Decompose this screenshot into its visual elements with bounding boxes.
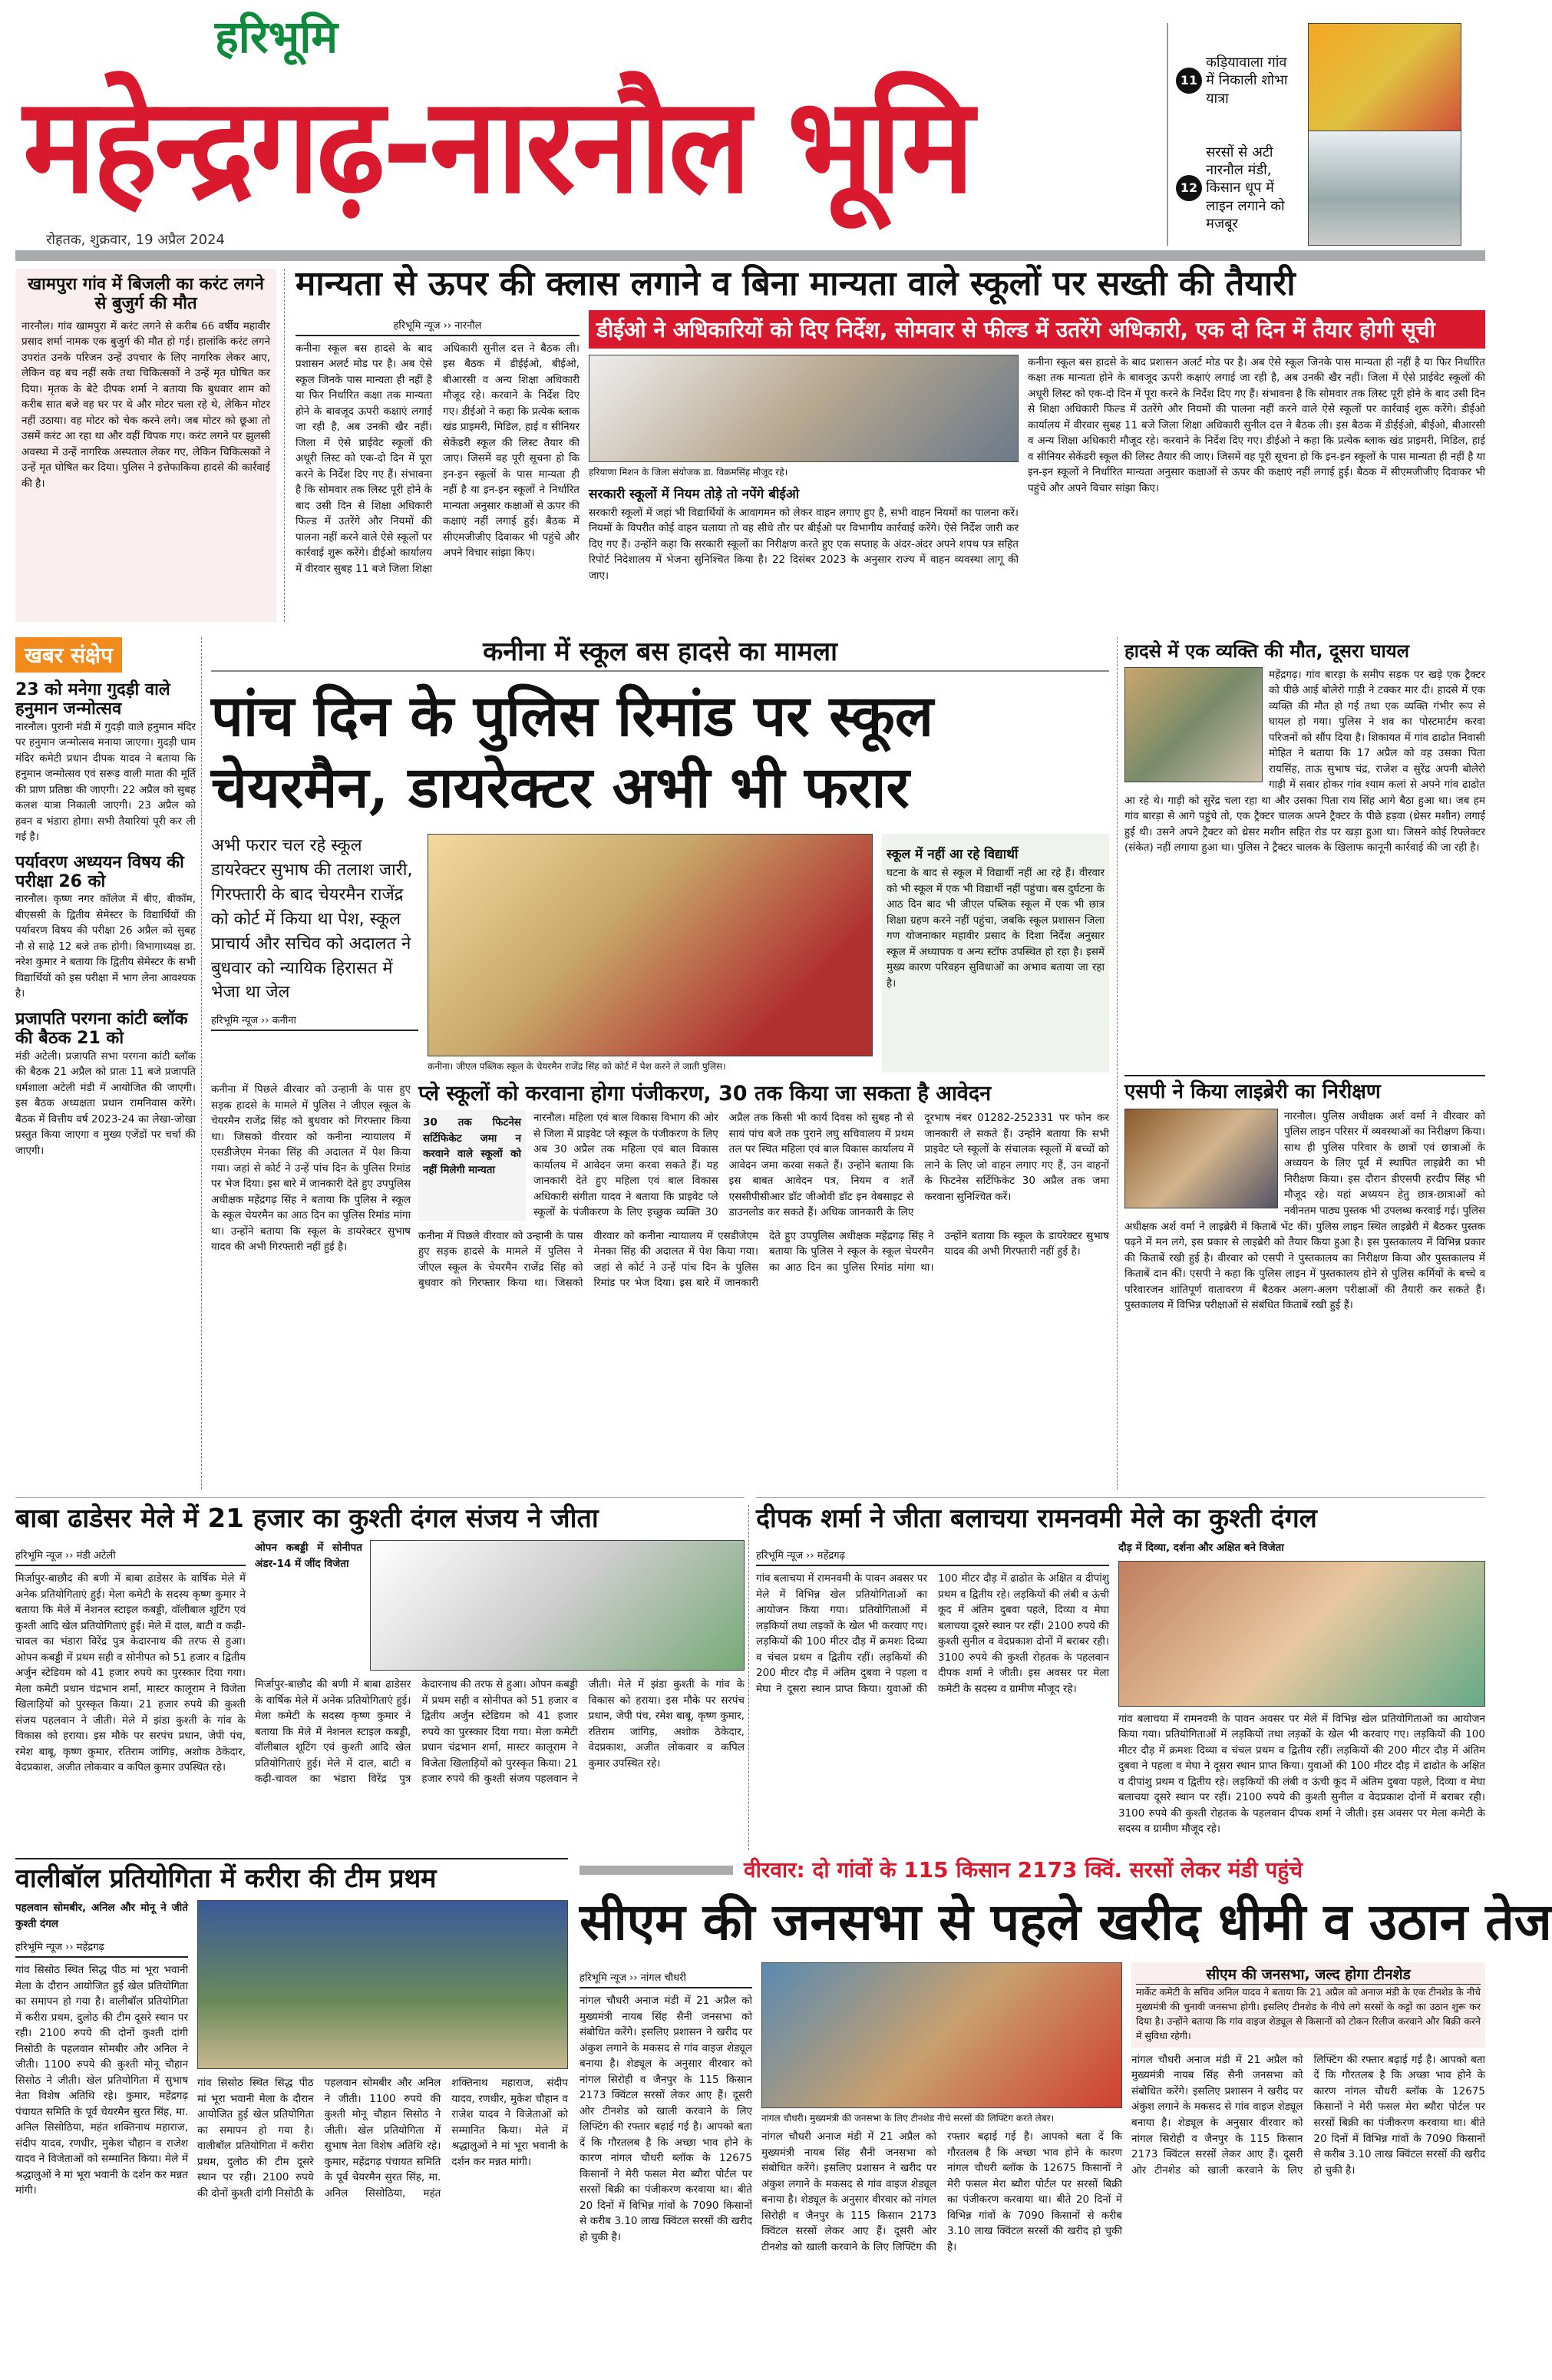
box-heading: सीएम की जनसभा, जल्द होगा टीनशेड bbox=[1136, 1967, 1481, 1985]
teaser-text: सरसों से अटी नारनौल मंडी, किसान धूप में लाइन लगाने को मजबूर bbox=[1206, 144, 1285, 233]
strap-arrow-icon bbox=[580, 1866, 733, 1875]
police-photo bbox=[428, 834, 873, 1056]
story-play-school bbox=[418, 1082, 1109, 1221]
story-volleyball bbox=[15, 1858, 568, 2372]
story-wrestling-dhadesar bbox=[15, 1497, 745, 1850]
story-school-bus bbox=[211, 637, 1109, 1073]
story-body-continued: कनीना स्कूल बस हादसे के बाद प्रशासन अलर्ट मोड पर है। अब ऐसे स्कूल जिनके पास मान्यता ही नहीं है या फिर निर्धारित कक्षा तक मान्यता होने के बावजूद ऊपरी कक्षाएं लगाई जा रही है, अब उनकी खैर नहीं। जिला में ऐसे प्राईवेट स्कूलों की अधूरी लिस्ट को एक-दो दिन में पूरा करने के निर्देश दिए गए हैं। संभावना है कि सोमवार तक लिस्ट पूरी होने के बाद उसी दिन से शिक्षा अधिकारी फिल्ड में उतरेंगे और नियमों की पालना नहीं करने वाले ऐसे स्कूलों पर कार्रवाई शुरू करेंगे। डीईओ कार्यालय में वीरवार सुबह 11 बजे जिला शिक्षा अधिकारी सुनील दत्त ने बैठक ली। इस बैठक में डीईईओ, बीईओ, बीआरसी व अन्य शिक्षा अधिकारी मौजूद रहे। करवाने के निर्देश दिए गए। डीईओ ने कहा कि प्रत्येक ब्लाक खंड प्राइमरी, मिडिल, हाई व सीनियर सेकेंडरी स्कूल की लिस्ट तैयार की जाए। जिसमें वह पूरी सूचना हो कि इन-इन स्कूलों के पास मान्यता ही नहीं है या इन-इन स्कूलों ने निर्धारित मान्यता अनुसार कक्षाओं से ऊपर की कक्षाएं नहीं लगाई हुई। बैठक में सीएमजीजीए दिवाकर भी पहुंचे और अपने विचार सांझा किए। bbox=[1028, 355, 1485, 494]
story-body-continued: नांगल चौधरी अनाज मंडी में 21 अप्रैल को मुख्यमंत्री नायब सिंह सैनी जनसभा को संबोधित करेंगे। इसलिए प्रशासन ने खरीद पर अंकुश लगाने के मकसद से गांव वाइज शेड्यूल बनाया है। शेड्यूल के अनुसार वीरवार को नांगल सिरोही व जैनपुर के 115 किसान 2173 क्विंटल सरसों लेकर आए हैं। दूसरी ओर टीनशेड को खाली करवाने के लिए लिफ्टिंग की रफ्तार बढ़ाई गई है। आपको बता दें कि गौरतलब है कि अच्छा भाव होने के कारण नांगल चौधरी ब्लॉक के 12675 किसानों ने मेरी फसल मेरा ब्यौरा पोर्टल पर सरसों बिक्री का पंजीकरण करवाया था। बीते 20 दिनों में विभिन्न गांवों के 7090 किसानों से करीब 3.10 लाख क्विंटल सरसों की खरीद हो चुकी है। bbox=[761, 2130, 1122, 2253]
callout: 30 तक फिटनेस सर्टिफिकेट जमा न करवाने वाले स्कूलों को नहीं मिलेगी मान्यता bbox=[418, 1110, 526, 1221]
news-brief-column bbox=[15, 637, 196, 1489]
subheading: स्कूल में नहीं आ रहे विद्यार्थी bbox=[887, 847, 1019, 863]
page-number-badge: 11 bbox=[1176, 68, 1202, 94]
byline: हरिभूमि न्यूज ›› महेंद्रगढ़ bbox=[15, 1936, 188, 1958]
photo-caption: हरियाणा मिशन के जिला संयोजक डा. विक्रमसिंह मौजूद रहे। bbox=[589, 466, 788, 478]
brief-body: मंडी अटेली। प्रजापति सभा परगना कांटी ब्लॉक की बैठक 21 अप्रैल को प्रातः 11 बजे प्रजापति धर्मशाला अटेली मंडी में आयोजित की जाएगी। इस बैठक अध्यक्षता प्रधान रामनिवास करेंगे। बैठक में वित्तीय वर्ष 2023-24 का लेखा-जोखा प्रस्तुत किया जाएगा व मुख्य एजेंडों पर चर्चा की जाएगी। bbox=[15, 1050, 196, 1157]
story-body-continued: गांव सिसोठ स्थित सिद्ध पीठ मां भूरा भवानी मेला के दौरान आयोजित हुई खेल प्रतियोगिता का समापन हो गया है। वालीबॉल प्रतियोगिता में करीरा प्रथम, दुलोठ की टीम दूसरे स्थान पर रही। 2100 रुपये की दोनों कुश्ती दांगी निसोठी के पहलवान सोमबीर और अनिल ने जीती। 1100 रुपये की कुश्ती मोनू चौहान सिसोठ ने जीती। खेल प्रतियोगिता में सुभाष नेता विशेष अतिथि रहे। कुमार, महेंद्रगढ़ पंचायत समिति के पूर्व चेयरमैन सुरत सिंह, मा. अनिल सिसोठिया, महंत शक्तिनाथ महाराज, संदीप यादव, रणधीर, मुकेश चौहान व राजेश यादव ने विजेताओं को सम्मानित किया। मेले में श्रद्धालुओं ने मां भूरा भवानी के दर्शन कर मन्नत मांगी। bbox=[197, 2077, 568, 2200]
byline: हरिभूमि न्यूज ›› कनीना bbox=[211, 1010, 418, 1031]
story-body-continued: गांव बलाचया में रामनवमी के पावन अवसर पर मेले में विभिन्न खेल प्रतियोगिताओं का आयोजन किया गया। प्रतियोगिताओं में लड़कियों तथा लड़कों के खेल भी करवाए गए। लड़कियों की 100 मीटर दौड़ में क्रमशः दिव्या व चंचल प्रथम व द्वितीय रहीं। लड़कियों की 200 मीटर दौड़ में अंतिम दुबवा ने पहला व मेघा ने दूसरा स्थान प्राप्त किया। युवाओं की 100 मीटर दौड़ में ढाढोत के अक्षित व दीपांशु प्रथम व द्वितीय रहे। लड़कियों की लंबी व ऊंची कूद में अंतिम दुबवा पहले, दिव्या व मेघा बलाचया दूसरे स्थान पर रहीं। 2100 रुपये की कुश्ती सुनील व वेदप्रकाश दोनों में बराबर रही। 3100 रुपये की कुश्ती रोहतक के पहलवान दीपक शर्मा ने जीती। इस अवसर पर मेला कमेटी के सदस्य व ग्रामीण मौजूद रहे। bbox=[1118, 1712, 1485, 1836]
lead-body-continued: कनीना में पिछले वीरवार को उन्हानी के पास हुए सड़क हादसे के मामले में पुलिस ने जीएल स्कूल के चेयरमैन राजेंद्र सिंह को बुधवार को गिरफ्तार किया था। जिसको वीरवार को कनीना न्यायालय में एसडीजेएम मेनका सिंह की अदालत में पेश किया गया। जहां से कोर्ट ने उन्हें पांच दिन के पुलिस रिमांड पर भेज दिया। इस बारे में जानकारी देते हुए उपपुलिस अधीक्षक महेंद्रगढ़ सिंह ने बताया कि पुलिस ने स्कूल के स्कूल चेयरमैन का आठ दिन का पुलिस रिमांड मांगा था। उन्होंने बताया कि स्कूल के डायरेक्टर सुभाष यादव की अभी गिरफ्तारी नहीं हुई है। bbox=[418, 1229, 1109, 1290]
story-body: नांगल चौधरी अनाज मंडी में 21 अप्रैल को मुख्यमंत्री नायब सिंह सैनी जनसभा को संबोधित करेंगे। इसलिए प्रशासन ने खरीद पर अंकुश लगाने के मकसद से गांव वाइज शेड्यूल बनाया है। शेड्यूल के अनुसार वीरवार को नांगल सिरोही व जैनपुर के 115 किसान 2173 क्विंटल सरसों लेकर आए हैं। दूसरी ओर टीनशेड को खाली करवाने के लिए लिफ्टिंग की रफ्तार बढ़ाई गई है। आपको बता दें कि गौरतलब है कि अच्छा भाव होने के कारण नांगल चौधरी ब्लॉक के 12675 किसानों ने मेरी फसल मेरा ब्यौरा पोर्टल पर सरसों बिक्री का पंजीकरण करवाया था। बीते 20 दिनों में विभिन्न गांवों के 7090 किसानों से करीब 3.10 लाख क्विंटल सरसों की खरीद हो चुकी है। bbox=[580, 1995, 752, 2243]
story-body-continued: नांगल चौधरी अनाज मंडी में 21 अप्रैल को मुख्यमंत्री नायब सिंह सैनी जनसभा को संबोधित करेंगे। इसलिए प्रशासन ने खरीद पर अंकुश लगाने के मकसद से गांव वाइज शेड्यूल बनाया है। शेड्यूल के अनुसार वीरवार को नांगल सिरोही व जैनपुर के 115 किसान 2173 क्विंटल सरसों लेकर आए हैं। दूसरी ओर टीनशेड को खाली करवाने के लिए लिफ्टिंग की रफ्तार बढ़ाई गई है। आपको बता दें कि गौरतलब है कि अच्छा भाव होने के कारण नांगल चौधरी ब्लॉक के 12675 किसानों ने मेरी फसल मेरा ब्यौरा पोर्टल पर सरसों बिक्री का पंजीकरण करवाया था। बीते 20 दिनों में विभिन्न गांवों के 7090 किसानों से करीब 3.10 लाख क्विंटल सरसों की खरीद हो चुकी है। bbox=[1131, 2053, 1485, 2177]
column-divider bbox=[748, 1505, 749, 1850]
photo-caption: नांगल चौधरी। मुख्यमंत्री की जनसभा के लिए टीनशेड नीचे सरसों की लिफ्टिंग करते लेबर। bbox=[761, 2113, 1055, 2124]
headline: दीपक शर्मा ने जीता बलाचया रामनवमी मेले का कुश्ती दंगल bbox=[756, 1503, 1317, 1534]
headline: बाबा ढाडेसर मेले में 21 हजार का कुश्ती दंगल संजय ने जीता bbox=[15, 1503, 599, 1534]
headline: एसपी ने किया लाइब्रेरी का निरीक्षण bbox=[1124, 1080, 1381, 1103]
callout: पहलवान सोमबीर, अनिल और मोनू ने जीते कुश्ती दंगल bbox=[15, 1902, 188, 1930]
lead-body: कनीना में पिछले वीरवार को उन्हानी के पास हुए सड़क हादसे के मामले में पुलिस ने जीएल स्कूल के चेयरमैन राजेंद्र सिंह को बुधवार को गिरफ्तार किया था। जिसको वीरवार को कनीना न्यायालय में एसडीजेएम मेनका सिंह की अदालत में पेश किया गया। जहां से कोर्ट ने उन्हें पांच दिन के पुलिस रिमांड पर भेज दिया। इस बारे में जानकारी देते हुए उपपुलिस अधीक्षक महेंद्रगढ़ सिंह ने बताया कि पुलिस ने स्कूल के स्कूल चेयरमैन का आठ दिन का पुलिस रिमांड मांगा था। उन्होंने बताया कि स्कूल के डायरेक्टर सुभाष यादव की अभी गिरफ्तारी नहीं हुई है। bbox=[211, 1083, 411, 1254]
page-number-badge: 12 bbox=[1176, 175, 1202, 201]
kicker: कनीना में स्कूल बस हादसे का मामला bbox=[211, 637, 1109, 672]
story-mandi bbox=[580, 1857, 1552, 2372]
accident-photo bbox=[1124, 667, 1263, 782]
brief-label: खबर संक्षेप bbox=[15, 637, 122, 673]
newspaper-logo: हरिभूमि bbox=[215, 11, 338, 63]
dateline: रोहतक, शुक्रवार, 19 अप्रैल 2024 bbox=[46, 232, 226, 248]
story-body: नारनौल। गांव खामपुरा में करंट लगने से करीब 66 वर्षीय महावीर प्रसाद शर्मा नामक एक बुजुर्ग की मौत हो गई। हालांकि करंट लगने उपरांत उनके परिजन उन्हें उपचार के लिए नागरिक लेकर आए, लेकिन वह बच नहीं सके तथा चिकित्सकों ने उन्हें मृत घोषित कर दिया। मृतक के बेटे दीपक शर्मा ने बताया कि बुधवार शाम को करीब सात बजे वह घर पर थे और मोटर चला रहे थे, लेकिन मोटर नहीं उठाया। वह मोटर को चेक करने लगे। जब मोटर को छूआ तो उसमें करंट आ रहा था और वहीं चिपक गए। करंट लगने पर झुलसी अवस्था में उन्हें नागरिक अस्पताल लेकर गए, लेकिन चिकित्सकों ने उन्हें मृत घोषित कर दिया। पुलिस ने इत्तेफाकिया हादसे की कार्रवाई की है। bbox=[21, 319, 270, 490]
story-recognition bbox=[296, 265, 1485, 626]
story-body: नारनौल। पुलिस अधीक्षक अर्श वर्मा ने वीरवार को पुलिस लाइन परिसर में व्यवस्थाओं का निरीक्षण किया। साथ ही पुलिस परिवार के छात्रों एवं छात्राओं के अध्ययन के लिए पूर्व में स्थापित लाइब्रेरी का भी निरीक्षण किया। इस दौरान डीएसपी हरदीप सिंह भी मौजूद रहे। यहां अध्ययन हेतु छात्र-छात्राओं को नवीनतम पाठ्य पुस्तक भी उपलब्ध करवाई गई। पुलिस अधीक्षक अर्श वर्मा ने लाइब्रेरी में किताबें भेंट कीं। पुलिस लाइन स्थित लाइब्रेरी में बैठकर पुस्तक पढ़ने में मन लगे, इस प्रकार से लाइब्रेरी को तैयार किया हुआ है। इस पुस्तकालय में विभिन्न प्रकार की किताबें रखी हुई है। वीरवार को एसपी ने पुस्तकालय का निरीक्षण किया और पुस्तकालय में किताबें दान कीं। एसपी ने कहा कि पुलिस लाइन में पुस्तकालय होने से पुलिस कर्मियों के बच्चे व परिवारजन शांतिपूर्ण वातावरण में बैठकर अलग-अलग परीक्षाओं की तैयारी कर सकते हैं। पुस्तकालय में विभिन्न परीक्षाओं से संबंधित किताबें रखी हुई हैं। bbox=[1124, 1109, 1485, 1312]
headline: वालीबॉल प्रतियोगिता में करीरा की टीम प्रथम bbox=[15, 1863, 437, 1894]
headline: सीएम की जनसभा से पहले खरीद धीमी व उठान तेज bbox=[580, 1892, 1552, 1952]
story-body-continued: मिर्जापुर-बाछौद की बणी में बाबा ढाडेसर के वार्षिक मेले में अनेक प्रतियोगिताएं हुई। मेला कमेटी के सदस्य कृष्ण कुमार ने बताया कि मेले में नेशनल स्टाइल कबड्डी, वॉलीबाल शूटिंग एवं कुश्ती आदि खेल प्रतियोगिताएं हुई। मेले में दाल, बाटी व कढ़ी-चावल का भंडारा विरेंद्र पुत्र केदारनाथ की तरफ से हुआ। ओपन कबड्डी में प्रथम सही व सोनीपत को 51 हजार व द्वितीय अर्जुन स्टेडियम को 41 हजार रुपये का पुरस्कार दिया गया। मेला कमेटी प्रधान चंद्रभान शर्मा, मास्टर कालूराम ने विजेता खिलाड़ियों को पुरस्कृत किया। 21 हजार रुपये की कुश्ती संजय पहलवान ने जीती। मेले में झंडा कुश्ती के गांव के विकास को हराया। इस मौके पर सरपंच प्रधान, जेपी पंच, रमेश बाबू, कृष्ण कुमार, रतिराम जांगिड़, अशोक ठेकेदार, वेदप्रकाश, अजीत लोकवार व कपिल कुमार उपस्थित रहे। bbox=[255, 1678, 745, 1786]
teaser-page-11[interactable] bbox=[1167, 23, 1489, 138]
mandi-photo bbox=[761, 1962, 1122, 2108]
wrestling-photo bbox=[1118, 1561, 1485, 1707]
story-body: मिर्जापुर-बाछौद की बणी में बाबा ढाडेसर के वार्षिक मेले में अनेक प्रतियोगिताएं हुई। मेला कमेटी के सदस्य कृष्ण कुमार ने बताया कि मेले में नेशनल स्टाइल कबड्डी, वॉलीबाल शूटिंग एवं कुश्ती आदि खेल प्रतियोगिताएं हुई। मेले में दाल, बाटी व कढ़ी-चावल का भंडारा विरेंद्र पुत्र केदारनाथ की तरफ से हुआ। ओपन कबड्डी में प्रथम सही व सोनीपत को 51 हजार व द्वितीय अर्जुन स्टेडियम को 41 हजार रुपये का पुरस्कार दिया गया। मेला कमेटी प्रधान चंद्रभान शर्मा, मास्टर कालूराम ने विजेता खिलाड़ियों को पुरस्कृत किया। 21 हजार रुपये की कुश्ती संजय पहलवान ने जीती। मेले में झंडा कुश्ती के गांव के विकास को हराया। इस मौके पर सरपंच प्रधान, जेपी पंच, रमेश बाबू, कृष्ण कुमार, रतिराम जांगिड़, अशोक ठेकेदार, वेदप्रकाश, अजीत लोकवार व कपिल कुमार उपस्थित रहे। bbox=[15, 1572, 246, 1774]
callout: ओपन कबड्डी में सोनीपत अंडर-14 में जींद विजेता bbox=[255, 1542, 362, 1570]
story-wrestling-balachaya bbox=[756, 1497, 1485, 1850]
story-body: गांव बलाचया में रामनवमी के पावन अवसर पर मेले में विभिन्न खेल प्रतियोगिताओं का आयोजन किया गया। प्रतियोगिताओं में लड़कियों तथा लड़कों के खेल भी करवाए गए। लड़कियों की 100 मीटर दौड़ में क्रमशः दिव्या व चंचल प्रथम व द्वितीय रहीं। लड़कियों की 200 मीटर दौड़ में अंतिम दुबवा ने पहला व मेघा ने दूसरा स्थान प्राप्त किया। युवाओं की 100 मीटर दौड़ में ढाढोत के अक्षित व दीपांशु प्रथम व द्वितीय रहे। लड़कियों की लंबी व ऊंची कूद में अंतिम दुबवा पहले, दिव्या व मेघा बलाचया दूसरे स्थान पर रहीं। 2100 रुपये की कुश्ती सुनील व वेदप्रकाश दोनों में बराबर रही। 3100 रुपये की कुश्ती रोहतक के पहलवान दीपक शर्मा ने जीती। इस अवसर पर मेला कमेटी के सदस्य व ग्रामीण मौजूद रहे। bbox=[756, 1572, 1109, 1695]
teaser-page-12[interactable] bbox=[1167, 131, 1489, 246]
column-divider bbox=[284, 269, 285, 622]
story-khampura bbox=[15, 269, 276, 622]
teaser-photo bbox=[1308, 131, 1461, 246]
byline: हरिभूमि न्यूज ›› मंडी अटेली bbox=[15, 1545, 246, 1566]
sub-body: सरकारी स्कूलों में जहां भी विद्यार्थियों के आवागमन को लेकर वाहन लगाए हुए है, सभी वाहन नियमों का पालना करें। नियमों के विपरीत कोई वाहन चलाया तो वह सीधे तौर पर बीईओ पर विभागीय कार्रवाई करेंगे। ऐसे निर्देश जारी कर दिए गए हैं। उन्होंने कहा कि सरकारी स्कूलों का निरीक्षण करते हुए एक सप्ताह के अंदर-अंदर अपने शपथ पत्र सहित रिपोर्ट निदेशालय में भेजना सुनिश्चित किया है। 22 दिसंबर 2023 के अनुसार राज्य में वाहन व्यवस्था लागू की जाए। bbox=[589, 506, 1019, 582]
story-library bbox=[1124, 1075, 1485, 1489]
edition-title: महेन्द्रगढ़-नारनौल भूमि bbox=[23, 68, 972, 223]
brief-headline: 23 को मनेगा गुदड़ी वाले हनुमान जन्मोत्सव bbox=[15, 680, 170, 719]
byline: हरिभूमि न्यूज ›› महेंद्रगढ़ bbox=[756, 1545, 1109, 1566]
strapline: वीरवार: दो गांवों के 115 किसान 2173 क्विं. सरसों लेकर मंडी पहुंचे bbox=[744, 1857, 1303, 1883]
story-body: कनीना स्कूल बस हादसे के बाद प्रशासन अलर्ट मोड पर है। अब ऐसे स्कूल जिनके पास मान्यता ही नहीं है या फिर निर्धारित कक्षा तक मान्यता होने के बावजूद ऊपरी कक्षाएं लगाई जा रही है, अब उनकी खैर नहीं। जिला में ऐसे प्राईवेट स्कूलों की अधूरी लिस्ट को एक-दो दिन में पूरा करने के निर्देश दिए गए हैं। संभावना है कि सोमवार तक लिस्ट पूरी होने के बाद उसी दिन से शिक्षा अधिकारी फिल्ड में उतरेंगे और नियमों की पालना नहीं करने वाले ऐसे स्कूलों पर कार्रवाई शुरू करेंगे। डीईओ कार्यालय में वीरवार सुबह 11 बजे जिला शिक्षा अधिकारी सुनील दत्त ने बैठक ली। इस बैठक में डीईईओ, बीईओ, बीआरसी व अन्य शिक्षा अधिकारी मौजूद रहे। करवाने के निर्देश दिए गए। डीईओ ने कहा कि प्रत्येक ब्लाक खंड प्राइमरी, मिडिल, हाई व सीनियर सेकेंडरी स्कूल की लिस्ट तैयार की जाए। जिसमें वह पूरी सूचना हो कि इन-इन स्कूलों के पास मान्यता ही नहीं है या इन-इन स्कूलों ने निर्धारित मान्यता अनुसार कक्षाओं से ऊपर की कक्षाएं नहीं लगाई हुई। बैठक में सीएमजीजीए दिवाकर भी पहुंचे और अपने विचार सांझा किए। bbox=[296, 342, 580, 575]
headline: मान्यता से ऊपर की क्लास लगाने व बिना मान्यता वाले स्कूलों पर सख्ती की तैयारी bbox=[296, 264, 1296, 303]
subheadline-banner: डीईओ ने अधिकारियों को दिए निर्देश, सोमवार से फील्ड में उतरेंगे अधिकारी, एक दो दिन में तैयार होगी सूची bbox=[589, 310, 1485, 349]
brief-headline: पर्यावरण अध्ययन विषय की परीक्षा 26 को bbox=[15, 852, 184, 892]
column-divider bbox=[1117, 637, 1118, 1489]
byline: हरिभूमि न्यूज ›› नारनौल bbox=[296, 315, 580, 336]
box-body: मार्केट कमेटी के सचिव अनिल यादव ने बताया कि 21 अप्रैल को अनाज मंडी के एक टीनशेड के नीचे मुख्यमंत्री की चुनावी जनसभा होगी। इसलिए टीनशेड के नीचे लगे सरसों के कट्टों का उठान शुरू कर दिया है। उन्होंने बताया कि गांव वाइज शेड्यूल से किसानों को टोकन रिलीज करवाने और बिक्री करने में सुविधा रहेगी। bbox=[1136, 1985, 1481, 2041]
brief-body: नारनौल। पुरानी मंडी में गुदड़ी वाले हनुमान मंदिर पर हनुमान जन्मोत्सव मनाया जाएगा। गुदड़ी धाम मंदिर कमेटी प्रधान दीपक यादव ने बताया कि हनुमान जन्मोत्सव एवं सरूड़ वाली माता की मूर्ति की प्राण प्रतिष्ठा की जाएगी। 22 अप्रैल को सुबह कलश यात्रा निकाली जाएगी। 23 अप्रैल को हवन व भंडारा होगा। सभी तैयारियां पूरी कर ली गई है। bbox=[15, 720, 196, 844]
library-photo bbox=[1124, 1109, 1278, 1208]
brief-headline: प्रजापति परगना कांटी ब्लॉक की बैठक 21 को bbox=[15, 1009, 188, 1049]
headline: पांच दिन के पुलिस रिमांड पर स्कूल चेयरमैन, डायरेक्टर अभी भी फरार bbox=[211, 683, 934, 821]
brief-body: नारनौल। कृष्ण नगर कॉलेज में बीए, बीकॉम, बीएससी के द्वितीय सेमेस्टर के विद्यार्थियों की पर्यावरण विषय की परीक्षा 26 अप्रैल को सुबह नौ से साढ़े 12 बजे तक होगी। विभागाध्यक्ष डा. नरेश कुमार ने बताया कि द्वितीय सेमेस्टर के सभी विद्यार्थियों को इस परीक्षा में भाग लेना आवश्यक है। bbox=[15, 893, 196, 1000]
teaser-text: कड़ियावाला गांव में निकाली शोभा यात्रा bbox=[1206, 54, 1288, 107]
summary: अभी फरार चल रहे स्कूल डायरेक्टर सुभाष की तलाश जारी, गिरफ्तारी के बाद चेयरमैन राजेंद्र को कोर्ट में किया था पेश, स्कूल प्राचार्य और सचिव को अदालत ने बुधवार को न्यायिक हिरासत में भेजा था जेल bbox=[211, 836, 413, 1003]
centre-column bbox=[211, 637, 1109, 1489]
meeting-photo bbox=[589, 355, 1019, 462]
side-body: घटना के बाद से स्कूल में विद्यार्थी नहीं आ रहे हैं। वीरवार को भी स्कूल में एक भी विद्यार्थी नहीं पहुंचा। बस दुर्घटना के आठ दिन बाद भी जीएल पब्लिक स्कूल में एक भी छात्र शिक्षा ग्रहण करने नहीं पहुंचा, जबकि स्कूल प्रशासन जिला गण योजनाकार महावीर प्रसाद के दिशा निर्देश अनुसार स्कूल में अध्यापक व अन्य स्टॉफ उपस्थित हो रहा है। इसमें मुख्य कारण परिवहन सुविधाओं का अभाव बताया जा रहा है। bbox=[887, 867, 1105, 990]
subheading: सरकारी स्कूलों में नियम तोड़े तो नपेंगे बीईओ bbox=[589, 486, 800, 502]
story-body: गांव सिसोठ स्थित सिद्ध पीठ मां भूरा भवानी मेला के दौरान आयोजित हुई खेल प्रतियोगिता का समापन हो गया है। वालीबॉल प्रतियोगिता में करीरा प्रथम, दुलोठ की टीम दूसरे स्थान पर रही। 2100 रुपये की दोनों कुश्ती दांगी निसोठी के पहलवान सोमबीर और अनिल ने जीती। 1100 रुपये की कुश्ती मोनू चौहान सिसोठ ने जीती। खेल प्रतियोगिता में सुभाष नेता विशेष अतिथि रहे। कुमार, महेंद्रगढ़ पंचायत समिति के पूर्व चेयरमैन सुरत सिंह, मा. अनिल सिसोठिया, महंत शक्तिनाथ महाराज, संदीप यादव, रणधीर, मुकेश चौहान व राजेश यादव ने विजेताओं को सम्मानित किया। मेले में श्रद्धालुओं ने मां भूरा भवानी के दर्शन कर मन्नत मांगी। bbox=[15, 1964, 188, 2197]
headline: प्ले स्कूलों को करवाना होगा पंजीकरण, 30 तक किया जा सकता है आवेदन bbox=[418, 1082, 992, 1106]
photo-caption: कनीना। जीएल पब्लिक स्कूल के चेयरमैन राजेंद्र सिंह को कोर्ट में पेश करने ले जाती पुलिस। bbox=[428, 1061, 726, 1073]
headline: हादसे में एक व्यक्ति की मौत, दूसरा घायल bbox=[1124, 640, 1409, 662]
volleyball-team-photo bbox=[197, 1900, 568, 2069]
story-body: नारनौल। महिला एवं बाल विकास विभाग की ओर से जिला में प्राइवेट प्ले स्कूल के पंजीकरण के लिए अब 30 अप्रैल तक महिला एवं बाल विकास कार्यालय में आवेदन जमा करवा सकते हैं। यह जानकारी देते हुए महिला एवं बाल विकास अधिकारी संगीता यादव ने बताया कि प्राइवेट प्ले स्कूलों के पंजीकरण के लिए इच्छुक व्यक्ति 30 अप्रैल तक किसी भी कार्य दिवस को सुबह नौ से सायं पांच बजे तक पुराने लघु सचिवालय में प्रथम तल पर स्थित महिला एवं बाल विकास कार्यालय में आवेदन जमा करवा सकते हैं। उन्होंने बताया कि इस बाबत आवेदन पत्र, नियम व शर्तें एससीपीसीआर डॉट जीओवी डॉट इन वेबसाइट से डाउनलोड कर सकते हैं। अधिक जानकारी के लिए दूरभाष नंबर 01282-252331 पर फोन कर जानकारी ले सकते हैं। उन्होंने बताया कि सभी प्राइवेट प्ले स्कूलों के संचालक स्कूलों में बच्चों को लाने के लिए जो वाहन लगाए गए हैं, उन वाहनों के फिटनेस सर्टिफिकेट 30 अप्रैल तक जमा करवाना सुनिश्चित करें। bbox=[533, 1112, 1109, 1219]
headline: खामपुरा गांव में बिजली का करंट लगने से बुजुर्ग की मौत bbox=[28, 275, 264, 314]
callout: दौड़ में दिव्या, दर्शना और अक्षित बने विजेता bbox=[1118, 1542, 1284, 1555]
story-accident bbox=[1124, 641, 1485, 1063]
teaser-photo bbox=[1308, 23, 1461, 138]
story-body: महेंद्रगढ़। गांव बारड़ा के समीप सड़क पर खड़े एक ट्रैक्टर को पीछे आई बोलेरो गाड़ी ने टक्कर मार दी। हादसे में एक व्यक्ति की मौत हो गई तथा एक व्यक्ति गंभीर रूप से घायल हो गया। पुलिस ने शव का पोस्टमार्टम करवा परिजनों को सौंप दिया है। शिकायत में गांव ढाढोत निवासी मोहित ने बताया कि 17 अप्रैल को वह उसका पिता रायसिंह, ताऊ सुभाष चंद्र, राजेश व सुरेंद्र अपनी बोलेरो गाड़ी में सवार होकर गांव श्याम कलां से अपने गांव ढाढोत आ रहे थे। गाड़ी को सुरेंद्र चला रहा था और उसका पिता राय सिंह आगे बैठा हुआ था। जब हम गांव बारड़ा से आगे पहुंचे तो, एक ट्रैक्टर चालक अपने ट्रैक्टर के पीछे हड़वा (थ्रेसर मशीन) लगाई हुई थी। उसने अपने ट्रैक्टर को थ्रेसर मशीन सहित रोड पर खड़ा हुआ था। जिसने कोई रिफ्लेक्टर (संकेत) नहीं लगाया हुआ था। पुलिस ने ट्रैक्टर चालक के खिलाफ कानूनी कार्रवाई की जा रही है। bbox=[1124, 668, 1485, 854]
masthead-divider bbox=[15, 250, 1485, 261]
prize-photo bbox=[370, 1540, 745, 1671]
column-divider bbox=[201, 637, 202, 1489]
byline: हरिभूमि न्यूज ›› नांगल चौधरी bbox=[580, 1967, 752, 1988]
